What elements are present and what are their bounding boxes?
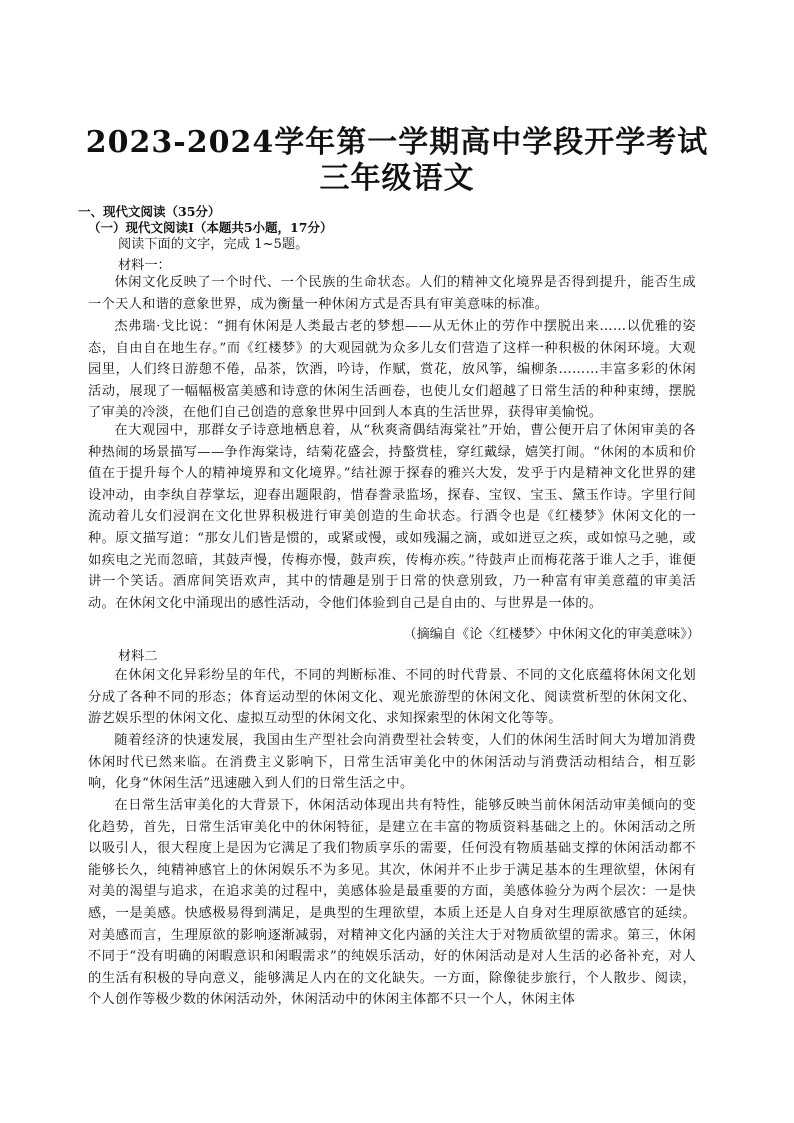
material-2-paragraph-2: 随着经济的快速发展，我国由生产型社会向消费型社会转变，人们的休闲生活时间大为增加消费休闲时代已然来临。在消费主义影响下，日常生活审美化中的休闲活动与消费活动相结合，相互影响，化身“休闲生活”迅速融入到人们的日常生活之中。 — [88, 733, 696, 792]
material-2-paragraph-1: 在休闲文化异彩纷呈的年代，不同的判断标准、不同的时代背景、不同的文化底蕴将休闲文化划分成了各种不同的形态；体育运动型的休闲文化、观光旅游型的休闲文化、阅读赏析型的休闲文化、游艺娱乐型的休闲文化、虚拟互动型的休闲文化、求知探索型的休闲文化等等。 — [88, 668, 696, 727]
material-1-source: （摘编自《论〈红楼梦〉中休闲文化的审美意味》） — [403, 627, 700, 642]
material-1-label: 材料一： — [118, 258, 171, 273]
material-1-paragraph-1: 休闲文化反映了一个时代、一个民族的生命状态。人们的精神文化境界是否得到提升，能否生成一个天人和谐的意象世界，成为衡量一种休闲方式是否具有审美意味的标准。 — [88, 275, 696, 312]
exam-subtitle: 三年级语文 — [319, 161, 475, 196]
material-2-label: 材料二 — [118, 649, 158, 664]
material-1-paragraph-2: 杰弗瑞·戈比说：“拥有休闲是人类最古老的梦想——从无休止的劳作中摆脱出来……以优雅的姿态，自由自在地生存。”而《红楼梦》的大观园就为众多儿女们营造了这样一种积极的休闲环境。大观园里，人们终日游憩不倦，品茶，饮酒，吟诗，作赋，赏花，放风筝，编柳条………丰富多彩的休闲活动，展现了一幅幅极富美感和诗意的休闲生活画卷，也使儿女们超越了日常生活的种种束缚，摆脱了审美的冷淡，在他们自己创造的意象世界中回到人本真的生活世界，获得审美愉悦。 — [88, 319, 696, 421]
exam-title: 2023-2024学年第一学期高中学段开学考试 — [85, 125, 709, 160]
instruction-text: 阅读下面的文字，完成 1~5题。 — [118, 237, 309, 252]
subsection-heading: （一）现代文阅读Ⅰ（本题共5小题，17分） — [88, 220, 333, 235]
section-heading: 一、现代文阅读（35分） — [78, 204, 221, 219]
material-1-paragraph-3: 在大观园中，那群女子诗意地栖息着，从“秋爽斋偶结海棠社”开始，曹公便开启了休闲审美的各种热闹的场景描写——争作海棠诗，结菊花盛会，持螯赏桂，穿红戴绿，嬉笑打闹。“休闲的本质和价值在于提升每个人的精神境界和文化境界。”结社源于探春的雅兴大发，发乎于内是精神文化世界的建设冲动，由李纨自荐掌坛，迎春出题限韵，惜春誊录监场，探春、宝钗、宝玉、黛玉作诗。字里行间流动着儿女们浸润在文化世界积极进行审美创造的生命状态。行酒令也是《红楼梦》休闲文化的一种。原文描写道：“那女儿们皆是惯的，或紧或慢，或如残漏之滴，或如迸豆之疾，或如惊马之驰，或如疾电之光而忽暗，其鼓声慢，传梅亦慢，鼓声疾，传梅亦疾。”待鼓声止而梅花落于谁人之手，谁便讲一个笑话。酒席间笑语欢声，其中的情趣是别于日常的快意别致，乃一种富有审美意蕴的审美活动。在休闲文化中涌现出的感性活动，令他们体验到自己是自由的、与世界是一体的。 — [88, 423, 696, 611]
material-2-paragraph-3: 在日常生活审美化的大背景下，休闲活动体现出共有特性，能够反映当前休闲活动审美倾向的变化趋势，首先，日常生活审美化中的休闲特征，是建立在丰富的物质资料基础之上的。休闲活动之所以吸引人，很大程度上是因为它满足了我们物质享乐的需要，任何没有物质基础支撑的休闲活动都不能够长久，纯精神感官上的休闲娱乐不为多见。其次，休闲并不止步于满足基本的生理欲望，休闲有对美的渴望与追求，在追求美的过程中，美感体验是最重要的方面，美感体验分为两个层次：一是快感，一是美感。快感极易得到满足，是典型的生理欲望，本质上还是人自身对生理原欲感官的延续。对美感而言，生理原欲的影响逐渐减弱，对精神文化内涵的关注大于对物质欲望的需求。第三，休闲不同于“没有明确的闲暇意识和闲暇需求”的纯娱乐活动，好的休闲活动是对人生活的必备补充，对人的生活有积极的导向意义，能够满足人内在的文化缺失。一方面，除像徒步旅行，个人散步、阅读，个人创作等极少数的休闲活动外，休闲活动中的休闲主体都不只一个人，休闲主体 — [88, 798, 696, 1008]
